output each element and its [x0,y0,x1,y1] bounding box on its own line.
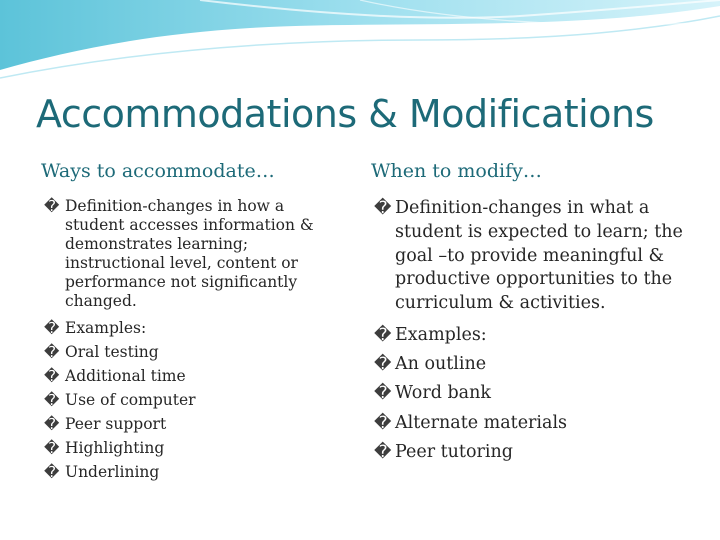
bullet-icon: � [44,319,60,337]
bullet-icon: � [44,391,60,409]
list-item [374,197,704,316]
list-item [44,388,344,412]
list-item-text: Peer support [65,415,167,433]
bullet-icon: � [374,198,392,218]
list-item-text: Additional time [65,367,186,385]
list-item-text: Highlighting [65,439,165,457]
list-item-text: Peer tutoring [395,441,513,462]
bullet-icon: � [44,415,60,433]
modify-definition: Definition-changes in what a student is expected to learn; the goal –to provide meaningful & productive opportunities to the curriculum & activities. [395,198,683,314]
bullet-icon: � [44,343,60,361]
slide-title: Accommodations & Modifications [36,92,654,136]
modify-heading: When to modify… [371,160,542,182]
list-item-text: Alternate materials [395,412,568,433]
list-item [44,412,344,436]
modify-list [374,197,704,467]
accommodate-definition: Definition-changes in how a student accesses information & demonstrates learning; instructional level, content or performance not significantly changed. [65,197,314,310]
accommodate-heading: Ways to accommodate… [41,160,275,182]
header-wave-decoration [0,0,720,80]
list-item-text: Examples: [395,324,487,345]
bullet-icon: � [44,367,60,385]
bullet-icon: � [44,463,60,481]
bullet-icon: � [374,441,392,462]
bullet-icon: � [374,412,392,433]
list-item-text: Word bank [395,383,491,404]
list-item [374,379,704,408]
list-item [44,340,344,364]
list-item [44,316,344,340]
bullet-icon: � [44,197,60,215]
bullet-icon: � [374,324,392,345]
list-item [44,436,344,460]
list-item [374,321,704,350]
list-item [374,438,704,467]
list-item [374,409,704,438]
accommodate-list [44,197,344,484]
bullet-icon: � [44,439,60,457]
list-item [374,350,704,379]
bullet-icon: � [374,354,392,375]
list-item-text: Use of computer [65,391,196,409]
list-item [44,197,344,311]
list-item [44,364,344,388]
list-item-text: An outline [395,354,487,375]
list-item [44,460,344,484]
list-item-text: Oral testing [65,343,159,361]
list-item-text: Examples: [65,319,147,337]
bullet-icon: � [374,383,392,404]
list-item-text: Underlining [65,463,160,481]
